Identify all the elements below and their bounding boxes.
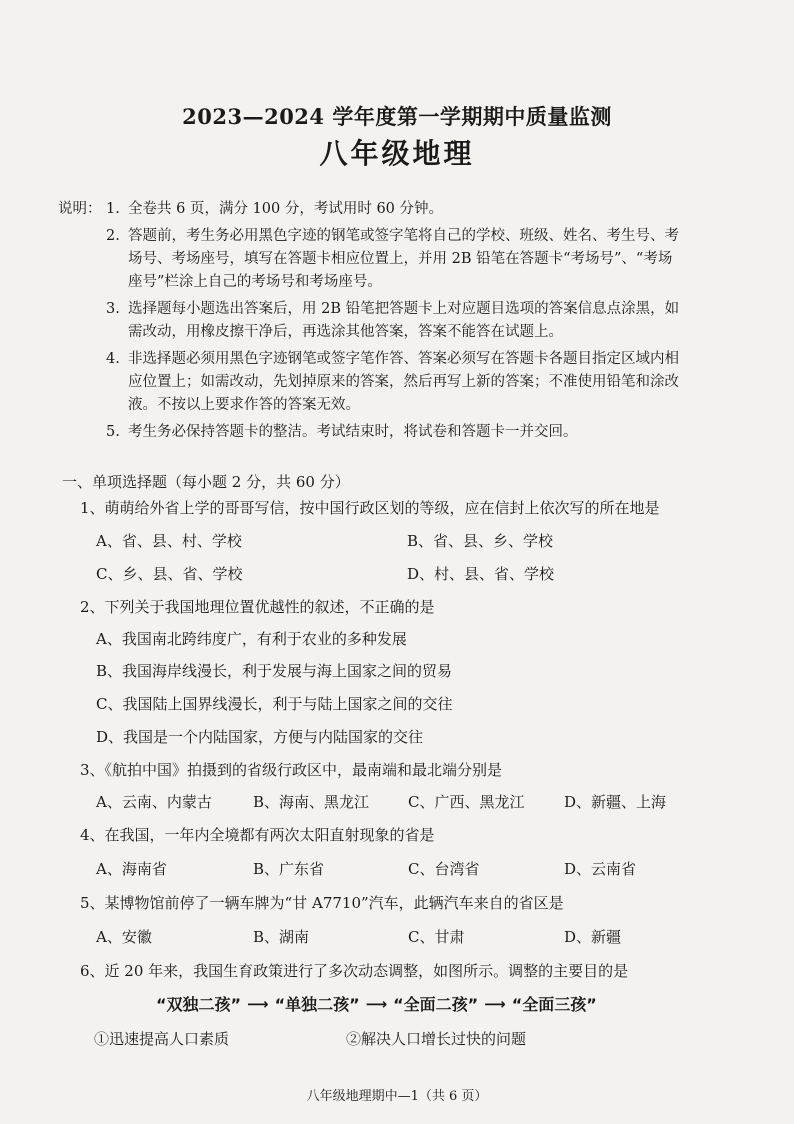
q2-option-b: B、我国海岸线漫长，利于发展与海上国家之间的贸易 [96, 662, 453, 680]
q2-option-c: C、我国陆上国界线漫长，利于与陆上国家之间的交往 [96, 695, 453, 713]
q1-option-d: D、村、县、省、学校 [407, 565, 555, 583]
flow-step: “全面二孩” [393, 995, 479, 1014]
q2-option-d: D、我国是一个内陆国家，方便与内陆国家的交往 [96, 728, 424, 746]
arrow-right-icon: ⟶ [365, 994, 388, 1013]
q5-option-b: B、湖南 [253, 928, 310, 946]
q3-option-b: B、海南、黑龙江 [253, 793, 370, 811]
question-4-stem: 4、在我国，一年内全境都有两次太阳直射现象的省是 [80, 826, 435, 844]
section-heading: 一、单项选择题（每小题 2 分，共 60 分） [62, 473, 350, 491]
q6-statement-2: ②解决人口增长过快的问题 [346, 1030, 527, 1048]
q5-option-a: A、安徽 [96, 928, 152, 946]
exam-title: 2023—2024 学年度第一学期期中质量监测 [182, 104, 612, 129]
instruction-item: 4. 非选择题必须用黑色字迹钢笔或签字笔作答、答案必须写在答题卡各题目指定区域内相 应位置上；如需改动，先划掉原来的答案，然后再写上新的答案；不准使用铅笔和涂改 液。不按以上要求作答的答案无效。 [106, 351, 679, 413]
flow-step: “全面三孩” [511, 995, 597, 1014]
question-6-stem: 6、近 20 年来，我国生育政策进行了多次动态调整，如图所示。调整的主要目的是 [80, 962, 629, 980]
q4-option-a: A、海南省 [96, 860, 167, 878]
exam-subject: 八年级地理 [319, 137, 475, 170]
q1-option-a: A、省、县、村、学校 [96, 532, 242, 550]
question-5-stem: 5、某博物馆前停了一辆车牌为“甘 A7710”汽车，此辆汽车来自的省区是 [80, 894, 564, 912]
arrow-right-icon: ⟶ [484, 994, 506, 1013]
q5-option-c: C、甘肃 [408, 928, 465, 946]
q4-option-d: D、云南省 [564, 860, 637, 878]
arrow-right-icon: ⟶ [247, 994, 269, 1013]
q3-option-d: D、新疆、上海 [564, 793, 667, 811]
q5-option-d: D、新疆 [564, 928, 622, 946]
instructions-prefix: 说明： [58, 201, 102, 217]
q6-statement-1: ①迅速提高人口素质 [94, 1030, 230, 1048]
flow-step: “双独二孩” [156, 995, 242, 1014]
q1-option-b: B、省、县、乡、学校 [407, 532, 554, 550]
flow-step: “单独二孩” [274, 995, 360, 1014]
instruction-item: 5. 考生务必保持答题卡的整洁。考试结束时，将试卷和答题卡一并交回。 [106, 424, 578, 440]
page-footer: 八年级地理期中—1（共 6 页） [306, 1089, 488, 1104]
q3-option-a: A、云南、内蒙古 [96, 793, 212, 811]
policy-flow-diagram [156, 992, 656, 1015]
question-3-stem: 3、《航拍中国》拍摄到的省级行政区中，最南端和最北端分别是 [80, 761, 503, 779]
instruction-item: 2. 答题前，考生务必用黑色字迹的钢笔或签字笔将自己的学校、班级、姓名、考生号、考 场号、考场座号，填写在答题卡相应位置上，并用 2B 铅笔在答题卡“考场号”、“考场 座号”栏涂上自己的考场号和考场座号。 [106, 228, 679, 290]
q2-option-a: A、我国南北跨纬度广，有利于农业的多种发展 [96, 630, 407, 648]
q1-option-c: C、乡、县、省、学校 [96, 565, 243, 583]
q4-option-b: B、广东省 [253, 860, 325, 878]
instruction-item: 说明： 1. 全卷共 6 页，满分 100 分，考试用时 60 分钟。 [58, 198, 748, 221]
instructions [58, 198, 748, 448]
question-2-stem: 2、下列关于我国地理位置优越性的叙述，不正确的是 [80, 598, 435, 616]
instruction-item: 3. 选择题每小题选出答案后，用 2B 铅笔把答题卡上对应题目选项的答案信息点涂黑，如 需改动，用橡皮擦干净后，再选涂其他答案，答案不能答在试题上。 [106, 301, 680, 340]
q4-option-c: C、台湾省 [408, 860, 480, 878]
question-1-stem: 1、萌萌给外省上学的哥哥写信，按中国行政区划的等级，应在信封上依次写的所在地是 [80, 499, 660, 517]
q3-option-c: C、广西、黑龙江 [408, 793, 525, 811]
